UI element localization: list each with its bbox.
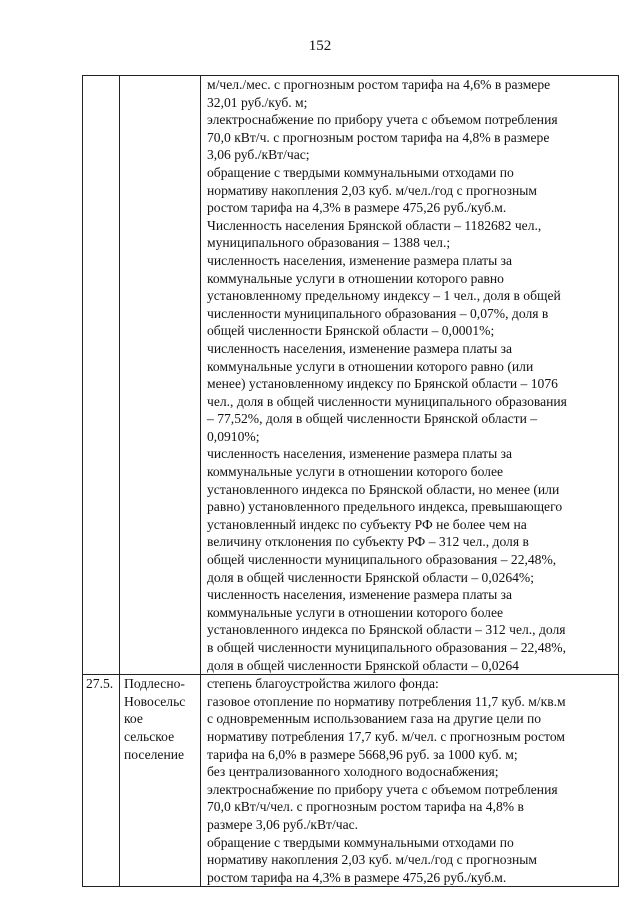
description-line: коммунальные услуги в отношении которого равно (или — [207, 358, 534, 374]
municipality-name-cell — [120, 76, 201, 675]
municipality-name-line: Подлесно- — [124, 676, 185, 692]
municipality-name-line: кое — [124, 711, 143, 727]
description-line: 0,0910%; — [207, 428, 260, 444]
description-line: установленному предельному индексу – 1 чел., доля в общей — [207, 288, 561, 304]
municipality-name-line: Новосельс — [124, 693, 186, 709]
description-line: 32,01 руб./куб. м; — [207, 94, 308, 110]
municipality-name-cell — [120, 675, 201, 887]
description-line: нормативу накопления 2,03 куб. м/чел./год с прогнозным — [207, 852, 537, 868]
description-cell — [201, 76, 619, 675]
tariff-table — [82, 75, 619, 887]
table-body — [83, 76, 619, 887]
description-line: Численность населения Брянской области – 1182682 чел., — [207, 217, 542, 233]
description-line: величину отклонения по субъекту РФ – 312 чел., доля в — [207, 534, 529, 550]
description-line: численность населения, изменение размера платы за — [207, 340, 513, 356]
row-number: 27.5. — [86, 676, 114, 692]
description-line: численности муниципального образования – 0,07%, доля в — [207, 305, 549, 321]
description-line: степень благоустройства жилого фонда: — [207, 676, 439, 692]
description-line: коммунальные услуги в отношении которого более — [207, 464, 504, 480]
description-cell — [201, 675, 619, 887]
description-line: доля в общей численности Брянской области – 0,0264%; — [207, 569, 535, 585]
municipality-name-line: поселение — [124, 746, 185, 762]
description-line: электроснабжение по прибору учета с объемом потребления — [207, 112, 558, 128]
row-number-cell — [83, 675, 120, 887]
description-line: тарифа на 6,0% в размере 5668,96 руб. за 1000 куб. м; — [207, 746, 518, 762]
description-line: общей численности муниципального образования – 22,48%, — [207, 552, 557, 568]
table-row — [83, 76, 619, 675]
description-line: численность населения, изменение размера платы за — [207, 252, 513, 268]
description-line: чел., доля в общей численности муниципального образования — [207, 393, 567, 409]
description-line: обращение с твердыми коммунальными отходами по — [207, 834, 514, 850]
row-number-cell — [83, 76, 120, 675]
description-line: 70,0 кВт/ч. с прогнозным ростом тарифа на 4,8% в размере — [207, 129, 550, 145]
description-line: – 77,52%, доля в общей численности Брянской области – — [207, 411, 538, 427]
description-line: газовое отопление по нормативу потребления 11,7 куб. м/кв.м — [207, 693, 566, 709]
description-line: в общей численности муниципального образования – 22,48%, — [207, 640, 567, 655]
description-line: численность населения, изменение размера платы за — [207, 587, 513, 603]
description-line: нормативу потребления 17,7 куб. м/чел. с прогнозным ростом — [207, 728, 565, 744]
description-line: без централизованного холодного водоснабжения; — [207, 764, 499, 780]
description-line: установленного индекса по Брянской области, но менее (или — [207, 481, 560, 497]
description-line: доля в общей численности Брянской области – 0,0264 — [207, 657, 519, 673]
description-line: 3,06 руб./кВт/час; — [207, 147, 310, 163]
description-line: установленный индекс по субъекту РФ не более чем на — [207, 516, 527, 532]
description-line: коммунальные услуги в отношении которого более — [207, 604, 504, 620]
description-line: равно) установленного предельного индекса, превышающего — [207, 499, 563, 515]
description-line: ростом тарифа на 4,3% в размере 475,26 руб./куб.м. — [207, 869, 507, 885]
description-line: электроснабжение по прибору учета с объемом потребления — [207, 781, 558, 797]
page-number: 152 — [308, 38, 332, 54]
description-line: ростом тарифа на 4,3% в размере 475,26 руб./куб.м. — [207, 200, 507, 216]
description-line: 70,0 кВт/ч/чел. с прогнозным ростом тарифа на 4,8% в — [207, 799, 524, 815]
description-line: менее) установленному индексу по Брянской области – 1076 — [207, 376, 558, 392]
description-line: численность населения, изменение размера платы за — [207, 446, 513, 462]
municipality-name-line: сельское — [124, 728, 175, 744]
description-line: муниципального образования – 1388 чел.; — [207, 235, 451, 251]
description-line: с одновременным использованием газа на другие цели по — [207, 711, 542, 727]
description-line: нормативу накопления 2,03 куб. м/чел./год с прогнозным — [207, 182, 537, 198]
description-line: общей численности Брянской области – 0,0001%; — [207, 323, 495, 339]
description-line: коммунальные услуги в отношении которого равно — [207, 270, 504, 286]
description-line: размере 3,06 руб./кВт/час. — [207, 816, 359, 832]
description-line: обращение с твердыми коммунальными отходами по — [207, 164, 514, 180]
description-line: установленного индекса по Брянской области – 312 чел., доля — [207, 622, 566, 638]
table-row — [83, 675, 619, 887]
description-line: м/чел./мес. с прогнозным ростом тарифа на 4,6% в размере — [207, 77, 551, 92]
